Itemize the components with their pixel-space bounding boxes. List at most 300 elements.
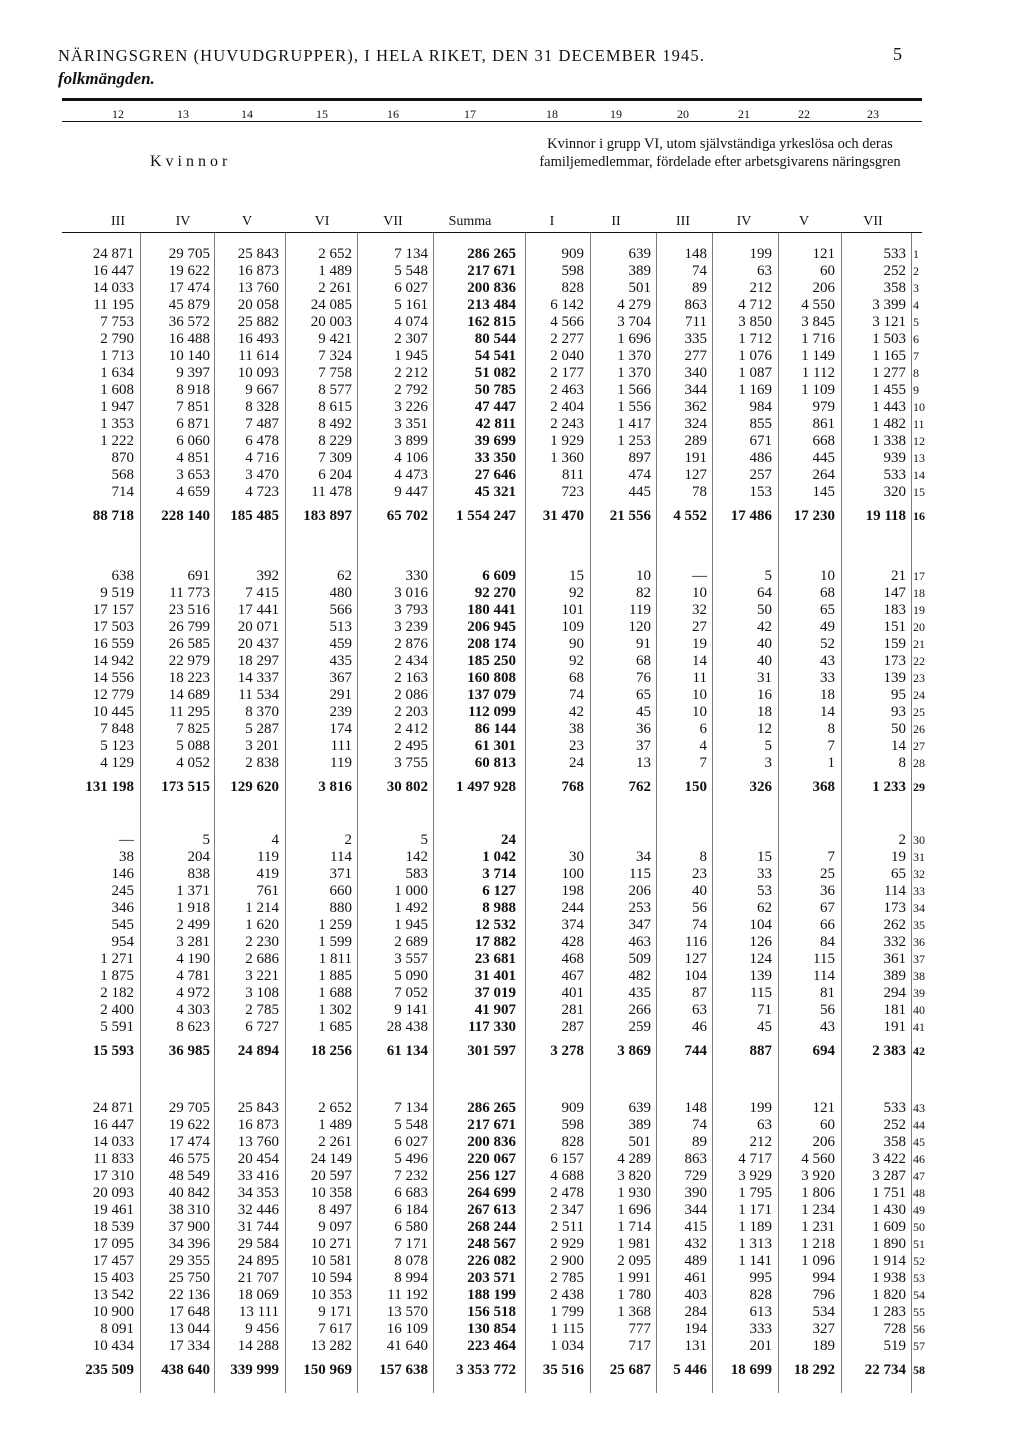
table-cell: 21 707 [237,1270,279,1286]
table-cell: 1 360 [550,450,584,466]
table-cell: 4 659 [176,484,210,500]
table-cell: 340 [684,365,707,381]
table-row [0,1151,1024,1168]
table-row [0,738,1024,755]
table-cell: 10 353 [310,1287,352,1303]
column-number: 19 [610,107,622,121]
table-cell: 435 [628,985,651,1001]
table-cell: 65 702 [386,508,428,524]
table-cell: 1 234 [801,1202,835,1218]
table-cell: 432 [684,1236,707,1252]
column-rule [433,233,434,1393]
table-cell: 252 [883,263,906,279]
table-cell: 3 653 [176,467,210,483]
table-cell: 268 244 [467,1219,516,1235]
table-cell: 1 945 [394,348,428,364]
row-number: 50 [913,1220,925,1234]
table-cell: 887 [749,1043,772,1059]
table-cell: 41 907 [474,1002,516,1018]
table-cell: 34 [636,849,651,865]
table-cell: 1 000 [394,883,428,899]
table-cell: 10 445 [92,704,134,720]
table-row [0,1219,1024,1236]
table-cell: 1 222 [100,433,134,449]
table-cell: 3 929 [738,1168,772,1184]
table-cell: 2 261 [318,1134,352,1150]
table-cell: 1 492 [394,900,428,916]
table-cell: 2 785 [245,1002,279,1018]
row-number: 49 [913,1203,925,1217]
table-cell: 18 223 [168,670,210,686]
group-header: VII [383,214,403,229]
table-row [0,365,1024,382]
table-cell: 19 461 [92,1202,134,1218]
table-cell: 415 [684,1219,707,1235]
row-number: 48 [913,1186,925,1200]
table-cell: 1 115 [550,1321,584,1337]
table-cell: 339 999 [230,1362,279,1378]
table-cell: 13 570 [386,1304,428,1320]
table-cell: 5 496 [394,1151,428,1167]
table-cell: 8 [827,721,835,737]
table-row [0,1321,1024,1338]
table-cell: 6 [699,721,707,737]
table-cell: 533 [883,1100,906,1116]
table-cell: 6 127 [482,883,516,899]
table-cell: 855 [749,416,772,432]
row-number: 55 [913,1305,925,1319]
table-cell: 19 622 [168,263,210,279]
table-cell: 36 572 [168,314,210,330]
table-cell: 25 [820,866,835,882]
table-cell: 344 [684,382,707,398]
table-cell: 1 214 [245,900,279,916]
table-cell: 33 350 [474,450,516,466]
group-header: VI [314,214,330,229]
table-cell: 9 519 [100,585,134,601]
table-cell: 4 129 [100,755,134,771]
table-cell: 33 [757,866,772,882]
table-cell: 3 221 [245,968,279,984]
table-cell: 2 095 [617,1253,651,1269]
table-row [0,602,1024,619]
table-cell: 1 370 [617,348,651,364]
table-cell: 744 [684,1043,707,1059]
table-cell: 17 095 [92,1236,134,1252]
table-cell: 262 [883,917,906,933]
table-cell: 13 044 [168,1321,210,1337]
table-cell: 124 [749,951,772,967]
table-cell: 1 497 928 [456,779,516,795]
table-cell: 36 [820,883,835,899]
table-cell: 46 [692,1019,707,1035]
table-cell: 116 [685,934,707,950]
row-number: 38 [913,969,925,983]
table-cell: 63 [757,263,772,279]
table-row [0,1100,1024,1117]
table-cell: 20 454 [237,1151,279,1167]
table-row [0,1202,1024,1219]
table-cell: 4 550 [801,297,835,313]
table-cell: 12 779 [92,687,134,703]
table-cell: 717 [628,1338,651,1354]
row-number: 29 [913,780,925,794]
table-row [0,1253,1024,1270]
table-cell: 191 [684,450,707,466]
table-cell: 1 751 [872,1185,906,1201]
table-cell: 62 [757,900,772,916]
table-cell: 173 515 [161,779,210,795]
table-cell: 6 478 [245,433,279,449]
table-row [0,484,1024,501]
table-cell: 17 457 [92,1253,134,1269]
table-row [0,246,1024,263]
table-cell: 7 [827,738,835,754]
row-number: 45 [913,1135,925,1149]
table-cell: 4 473 [394,467,428,483]
table-cell: 691 [187,568,210,584]
table-cell: 191 [883,1019,906,1035]
table-cell: 1 554 247 [456,508,516,524]
table-cell: 1 302 [318,1002,352,1018]
table-cell: 30 [569,849,584,865]
table-row [0,636,1024,653]
table-cell: 6 204 [318,467,352,483]
table-cell: 2 177 [550,365,584,381]
table-row [0,1019,1024,1036]
table-cell: 95 [891,687,906,703]
table-cell: 38 [569,721,584,737]
table-cell: 3 816 [318,779,352,795]
row-number: 12 [913,434,925,448]
table-cell: 18 [757,704,772,720]
table-cell: 8 229 [318,433,352,449]
table-cell: 9 397 [176,365,210,381]
table-cell: 104 [684,968,707,984]
column-number: 13 [177,107,189,121]
row-number: 35 [913,918,925,932]
table-cell: 286 265 [467,1100,516,1116]
table-cell: 8 988 [482,900,516,916]
table-cell: 101 [561,602,584,618]
table-cell: 60 [820,1117,835,1133]
group-header: V [241,214,253,229]
row-number: 33 [913,884,925,898]
table-cell: 61 134 [386,1043,428,1059]
table-cell: 2 790 [100,331,134,347]
table-cell: 18 292 [793,1362,835,1378]
table-cell: 119 [629,602,651,618]
table-cell: 39 699 [474,433,516,449]
table-cell: 9 141 [394,1002,428,1018]
table-cell: 371 [329,866,352,882]
table-cell: 65 [820,602,835,618]
table-cell: 482 [628,968,651,984]
column-rule [911,233,912,1393]
table-cell: 19 622 [168,1117,210,1133]
table-cell: 468 [561,951,584,967]
row-number: 10 [913,400,925,414]
row-number: 39 [913,986,925,1000]
table-cell: 3 820 [617,1168,651,1184]
table-cell: 2 689 [394,934,428,950]
table-cell: 897 [628,450,651,466]
table-cell: 115 [813,951,835,967]
table-cell: 1 947 [100,399,134,415]
table-cell: 828 [561,280,584,296]
group-header: II [611,214,621,229]
table-cell: 26 585 [168,636,210,652]
table-cell: 3 287 [872,1168,906,1184]
table-cell: 5 [420,832,428,848]
table-row [0,704,1024,721]
table-cell: 174 [329,721,352,737]
table-cell: 4 723 [245,484,279,500]
table-cell: 3 016 [394,585,428,601]
table-cell: 29 705 [168,246,210,262]
table-cell: 3 353 772 [456,1362,516,1378]
row-number: 43 [913,1101,925,1115]
table-cell: 27 646 [474,467,516,483]
table-cell: 22 136 [168,1287,210,1303]
row-number: 58 [913,1363,925,1377]
table-cell: 301 597 [467,1043,516,1059]
table-cell: 78 [692,484,707,500]
table-cell: 62 [337,568,352,584]
table-cell: 320 [883,484,906,500]
table-cell: 1 087 [738,365,772,381]
table-cell: 2 499 [176,917,210,933]
table-cell: 7 309 [318,450,352,466]
table-cell: 2 086 [394,687,428,703]
table-cell: 50 [891,721,906,737]
table-cell: 115 [750,985,772,1001]
table-cell: 1 109 [801,382,835,398]
table-cell: 389 [628,263,651,279]
table-cell: 4 289 [617,1151,651,1167]
table-cell: 1 914 [872,1253,906,1269]
table-cell: 49 [820,619,835,635]
table-cell: 114 [330,849,352,865]
table-cell: 71 [757,1002,772,1018]
table-cell: 30 802 [386,779,428,795]
table-cell: 2 478 [550,1185,584,1201]
table-cell: 1 455 [872,382,906,398]
table-row [0,1287,1024,1304]
table-cell: 20 437 [237,636,279,652]
table-cell: 598 [561,263,584,279]
table-row [0,348,1024,365]
table-cell: 24 085 [310,297,352,313]
table-cell: 148 [684,1100,707,1116]
table-row [0,900,1024,917]
table-cell: 6 027 [394,280,428,296]
table-cell: 25 687 [609,1362,651,1378]
table-cell: 31 401 [474,968,516,984]
table-cell: 335 [684,331,707,347]
row-number: 1 [913,247,919,261]
table-cell: 828 [749,1287,772,1303]
table-cell: 194 [684,1321,707,1337]
table-cell: 7 [699,755,707,771]
group-header: III [111,214,125,229]
table-row [0,450,1024,467]
table-cell: 212 [749,1134,772,1150]
table-cell: 6 871 [176,416,210,432]
column-rule [525,233,526,1393]
table-cell: 2 495 [394,738,428,754]
table-cell: 445 [628,484,651,500]
row-number: 20 [913,620,925,634]
table-cell: 104 [749,917,772,933]
table-cell: 203 571 [467,1270,516,1286]
table-cell: 344 [684,1202,707,1218]
table-cell: 137 079 [467,687,516,703]
table-cell: 534 [812,1304,835,1320]
table-cell: 181 [883,1002,906,1018]
table-cell: 1 489 [318,1117,352,1133]
table-cell: 1 599 [318,934,352,950]
table-cell: 346 [111,900,134,916]
table-cell: 1 169 [738,382,772,398]
table-cell: 21 556 [609,508,651,524]
table-cell: 41 640 [386,1338,428,1354]
table-cell: 8 492 [318,416,352,432]
row-number: 18 [913,586,925,600]
table-cell: 367 [329,670,352,686]
table-cell: 2 686 [245,951,279,967]
table-cell: 2 203 [394,704,428,720]
table-cell: 147 [883,585,906,601]
table-cell: 428 [561,934,584,950]
table-cell: 18 539 [92,1219,134,1235]
table-cell: 25 843 [237,1100,279,1116]
table-cell: 2 404 [550,399,584,415]
table-cell: 3 422 [872,1151,906,1167]
table-cell: 2 438 [550,1287,584,1303]
row-number: 16 [913,509,925,523]
table-cell: 4 279 [617,297,651,313]
table-row [0,1338,1024,1355]
table-cell: 60 [820,263,835,279]
table-cell: 139 [883,670,906,686]
table-cell: 10 594 [310,1270,352,1286]
column-number: 18 [546,107,558,121]
table-cell: 2 785 [550,1270,584,1286]
table-row [0,1168,1024,1185]
top-rule [62,98,922,101]
table-cell: 1 556 [617,399,651,415]
table-cell: 3 920 [801,1168,835,1184]
table-cell: 728 [883,1321,906,1337]
kvinnor-label: Kvinnor [150,153,232,170]
table-cell: 89 [692,280,707,296]
row-number: 28 [913,756,925,770]
table-cell: 1 620 [245,917,279,933]
row-number: 6 [913,332,919,346]
table-cell: 1 189 [738,1219,772,1235]
table-cell: 694 [812,1043,835,1059]
column-rule [140,233,141,1393]
table-cell: 259 [628,1019,651,1035]
table-cell: 148 [684,246,707,262]
table-cell: 7 851 [176,399,210,415]
table-row [0,399,1024,416]
table-cell: 131 [684,1338,707,1354]
table-cell: 509 [628,951,651,967]
table-cell: 5 [764,738,772,754]
table-cell: 501 [628,1134,651,1150]
table-cell: 8 994 [394,1270,428,1286]
table-cell: 29 584 [237,1236,279,1252]
table-cell: 4 [271,832,279,848]
table-cell: 42 811 [475,416,516,432]
table-cell: 23 [569,738,584,754]
table-cell: 811 [562,467,584,483]
table-cell: 1 712 [738,331,772,347]
table-cell: 762 [628,779,651,795]
table-cell: 226 082 [467,1253,516,1269]
table-cell: 1 634 [100,365,134,381]
table-cell: 6 184 [394,1202,428,1218]
table-cell: 60 813 [474,755,516,771]
table-row [0,382,1024,399]
table-cell: 1 430 [872,1202,906,1218]
table-cell: 7 324 [318,348,352,364]
table-cell: 4 851 [176,450,210,466]
table-cell: 32 446 [237,1202,279,1218]
table-cell: 17 486 [730,508,772,524]
table-cell: 7 848 [100,721,134,737]
table-cell: 25 750 [168,1270,210,1286]
table-cell: 206 [812,280,835,296]
column-number: 22 [798,107,810,121]
table-cell: 264 699 [467,1185,516,1201]
row-number: 5 [913,315,919,329]
table-cell: 3 704 [617,314,651,330]
table-cell: 37 019 [474,985,516,1001]
table-cell: 15 [569,568,584,584]
page-heading: NÄRINGSGREN (HUVUDGRUPPER), I HELA RIKET, DEN 31 DECEMBER 1945. [58,46,705,65]
table-cell: 27 [692,619,707,635]
row-number: 21 [913,637,925,651]
table-total-row [0,1043,1024,1060]
table-cell: 68 [820,585,835,601]
table-cell: 8 370 [245,704,279,720]
table-row [0,280,1024,297]
table-cell: 1 714 [617,1219,651,1235]
table-cell: 31 470 [542,508,584,524]
table-cell: 17 157 [92,602,134,618]
table-cell: 183 897 [303,508,352,524]
table-cell: 121 [812,1100,835,1116]
table-cell: 2 [898,832,906,848]
table-cell: 324 [684,416,707,432]
table-cell: 264 [812,467,835,483]
table-cell: 120 [628,619,651,635]
table-cell: 40 842 [168,1185,210,1201]
table-cell: 13 111 [238,1304,279,1320]
table-row [0,433,1024,450]
table-cell: 8 918 [176,382,210,398]
table-cell: 14 337 [237,670,279,686]
table-cell: 1 370 [617,365,651,381]
table-cell: 156 518 [467,1304,516,1320]
table-cell: 7 753 [100,314,134,330]
table-cell: 252 [883,1117,906,1133]
table-cell: 909 [561,1100,584,1116]
table-cell: 42 [757,619,772,635]
